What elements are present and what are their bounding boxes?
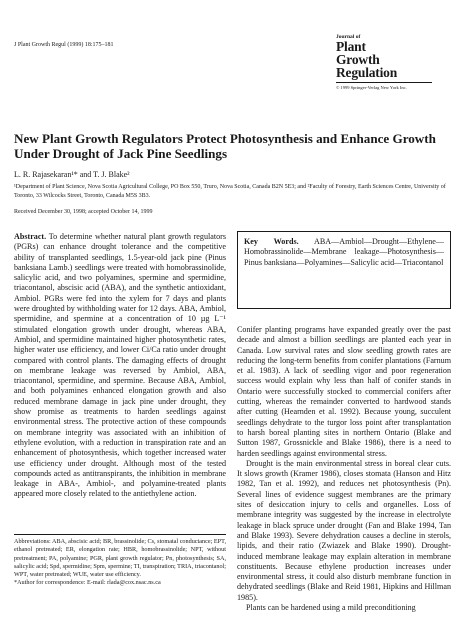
abbreviations-note: Abbreviations: ABA, abscisic acid; BR, brassinolide; Cs, stomatal conductance; EPT, ethanol pretreated; ER, elongation rate; HBR, homobrassinolide; NPT, without pretreatment; PA, polyamine; PGR, plant growth regulator; Pn, photosynthesis; SA, salicylic acid; Spd, spermidine; Spm, spermine; TI, transpiration; TRIA, triacontanol; WPT, water pretreated; WUE, water use efficiency. [14,538,226,579]
correspondence-note: *Author for correspondence: E-mail: rlada@cox.nsac.ns.ca [14,579,161,587]
keywords [244,237,444,268]
abstract-text: To determine whether natural plant growth regulators (PGRs) can enhance drought tolerance and the competitive ability of transplanted seedlings, 1.5-year-old jack pine (Pinus banksiana Lamb.) seedlings were treated with homobrassinolide, salicylic acid, and two polyamines, spermine and spermidine, triacontanol, abscisic acid (ABA), and the synthetic antioxidant, Ambiol. PGRs were fed into the xylem for 7 days and plants were droughted by withholding water for 12 days. ABA, Ambiol, spermidine, and spermine at a concentration of 10 µg L⁻¹ stimulated elongation growth under drought, whereas ABA, Ambiol, and spermidine maintained higher photosynthetic rates, higher water use efficiency, and lower Ci/Ca ratio under drought compared with control plants. The damaging effects of drought on membrane leakage was reversed by Ambiol, ABA, triacontanol, spermidine, and spermine. Because ABA, Ambiol, and both polyamines enhanced elongation growth and also reduced membrane damage in jack pine under drought, they show promise as treatments to harden seedlings against environmental stress. The protective action of these compounds on membrane integrity was associated with an inhibition of ethylene evolution, with a reduction in transpiration rate and an enhancement of photosynthesis, which together increased water use efficiency under drought. Although most of the tested compounds acted as antitranspirants, the inhibition in membrane leakage in ABA-, Ambiol-, and polyamine-treated plants appeared more closely related to the antiethylene action. [14,232,226,499]
received-dates: Received December 30, 1998; accepted October 14, 1999 [14,209,153,215]
journal-logo [336,34,432,90]
journal-reference: J Plant Growth Regul (1999) 18:175–181 [14,42,114,48]
logo-line-regulation: Regulation [336,65,398,80]
keywords-heading: Key Words. [244,237,299,246]
logo-top-text: Journal of [336,34,361,40]
logo-divider [336,82,432,83]
author-affiliations: ¹Department of Plant Science, Nova Scotia Agricultural College, PO Box 550, Truro, Nova Scotia, Canada B2N 5E3; and ²Faculty of Forestry, Earth Sciences Centre, University of Toronto, 33 Wilcocks Street, Toronto, Canada M5S 3B3. [14,184,446,199]
body-paragraph-1: Conifer planting programs have expanded greatly over the past decade and almost a billion seedlings are planted each year in Canada. Low survival rates and slow seedling growth rates are reducing the long-term benefits from conifer plantations (Farnum et al. 1983). A lack of seedling vigor and poor regeneration success would explain why less than half of conifer stands in Ontario were successfully stocked to commercial conifers after cutting, whereas the remainder converted to hardwood stands after cutting (Hearnden et al. 1992). Because young, succulent seedlings dehydrate to the turgor loss point after transplantation to harsh boreal planting sites in northern Ontario (Blake and Sutton 1987, Grossnickle and Blake 1986), there is a need to harden seedlings against environmental stress. [237,325,451,458]
keywords-text: ABA—Ambiol—Drought—Ethylene—Homobrassinolide—Membrane leakage—Photosynthesis—Pinus banksiana—Polyamines—Salicylic acid—Triacontanol [244,237,444,267]
copyright-notice: © 1999 Springer-Verlag New York Inc. [336,85,407,90]
logo-line-growth: Growth [336,52,380,67]
body-paragraph-2: Drought is the main environmental stress in boreal clear cuts. It slows growth (Kramer 1986), closes stomata (Hanson and Hitz 1982, Tan et al. 1992), and reduces net photosynthesis (Pn). Several lines of evidence suggest membranes are the primary sites of desiccation injury to cells and organelles. Loss of membrane integrity was suggested by the increase in electrolyte leakage in black spruce under drought (Fan and Blake 1994, Tan and Blake 1993). Severe dehydration causes a decline in sterols, lipids, and their ratio (Zwiazek and Blake 1990). Drought-induced membrane leakage may explain alteration in membrane constituents. Because ethylene production increases under environmental stress, it could also disturb membrane function in dehydrated seedlings (Blake and Reid 1981, Hipkins and Hillman 1985). [237,458,451,602]
body-text-column [237,325,451,631]
article-title: New Plant Growth Regulators Protect Photosynthesis and Enhance Growth Under Drought of Jack Pine Seedlings [14,131,436,161]
abstract [14,232,226,522]
footnotes [14,538,226,588]
abstract-heading: Abstract. [14,232,47,241]
body-paragraph-3: Plants can be hardened using a mild preconditioning [246,603,416,613]
logo-line-plant: Plant [336,39,366,54]
article-authors: L. R. Rajasekaran¹* and T. J. Blake² [14,170,130,179]
footnote-divider [14,534,226,535]
